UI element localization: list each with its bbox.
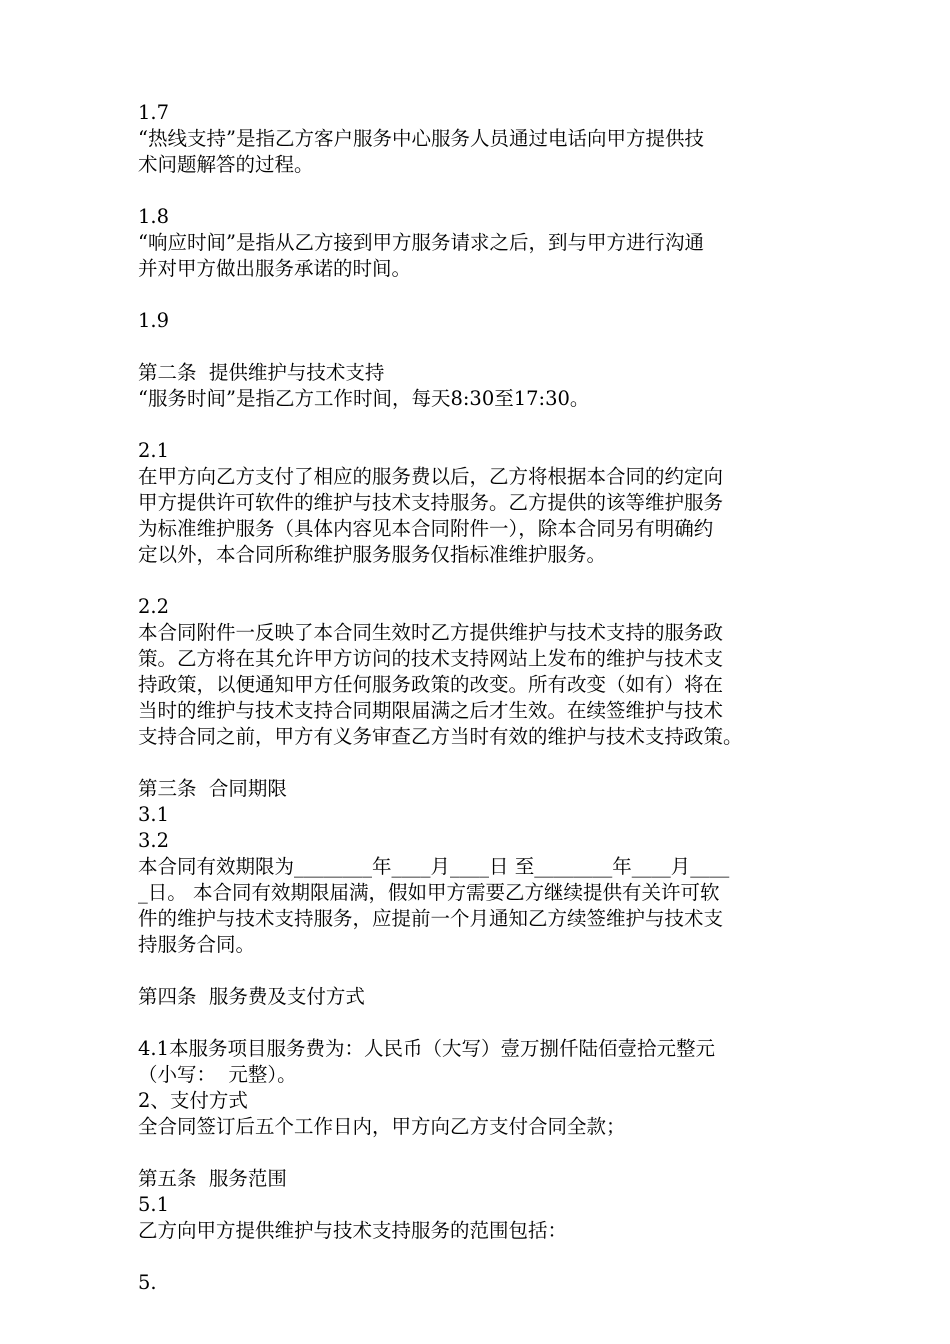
service-fee-line: 4.1本服务项目服务费为：人民币（大写）壹万捌仟陆佰壹拾元整元	[138, 1037, 716, 1060]
paragraph-line: 为标准维护服务（具体内容见本合同附件一），除本合同另有明确约	[138, 517, 714, 540]
definition-response-time-cont: 并对甲方做出服务承诺的时间。	[138, 257, 412, 280]
section-number: 1.9	[138, 309, 170, 332]
subsection-heading: 2、支付方式	[138, 1089, 248, 1112]
section-number: 2.2	[138, 595, 170, 618]
paragraph-line: _日。 本合同有效期限届满，假如甲方需要乙方继续提供有关许可软	[138, 881, 720, 904]
section-number: 3.1	[138, 803, 170, 826]
blank-line	[138, 1010, 818, 1036]
section-number: 2.1	[138, 439, 170, 462]
section-number: 5.	[138, 1271, 157, 1294]
paragraph-line: 全合同签订后五个工作日内，甲方向乙方支付合同全款；	[138, 1115, 626, 1138]
section-number: 5.1	[138, 1193, 170, 1216]
article-heading: 第五条 服务范围	[138, 1167, 287, 1190]
paragraph-line: 支持合同之前，甲方有义务审查乙方当时有效的维护与技术支持政策。	[138, 725, 743, 748]
paragraph-line: 定以外，本合同所称维护服务服务仅指标准维护服务。	[138, 543, 607, 566]
article-heading: 第四条 服务费及支付方式	[138, 985, 365, 1008]
article-heading: 第三条 合同期限	[138, 777, 287, 800]
service-fee-line: （小写： 元整）。	[138, 1063, 297, 1086]
paragraph-line: 甲方提供许可软件的维护与技术支持服务。乙方提供的该等维护服务	[138, 491, 724, 514]
definition-hotline-support-cont: 术问题解答的过程。	[138, 153, 314, 176]
paragraph-line: 件的维护与技术支持服务，应提前一个月通知乙方续签维护与技术支	[138, 907, 724, 930]
contract-document	[138, 100, 818, 1296]
paragraph-line: 持服务合同。	[138, 933, 256, 956]
section-number: 3.2	[138, 829, 170, 852]
paragraph-line: 策。乙方将在其允许甲方访问的技术支持网站上发布的维护与技术支	[138, 647, 724, 670]
definition-service-time: “服务时间”是指乙方工作时间，每天8:30至17:30。	[138, 387, 590, 410]
article-heading: 第二条 提供维护与技术支持	[138, 361, 385, 384]
paragraph-line: 在甲方向乙方支付了相应的服务费以后，乙方将根据本合同的约定向	[138, 465, 724, 488]
blank-line	[138, 1244, 818, 1270]
blank-line	[138, 334, 818, 360]
paragraph-line: 本合同附件一反映了本合同生效时乙方提供维护与技术支持的服务政	[138, 621, 724, 644]
blank-line	[138, 178, 818, 204]
definition-hotline-support: “热线支持”是指乙方客户服务中心服务人员通过电话向甲方提供技	[138, 127, 704, 150]
definition-response-time: “响应时间”是指从乙方接到甲方服务请求之后，到与甲方进行沟通	[138, 231, 704, 254]
blank-line	[138, 750, 818, 776]
section-number: 1.7	[138, 101, 170, 124]
blank-line	[138, 282, 818, 308]
blank-line	[138, 958, 818, 984]
paragraph-line: 当时的维护与技术支持合同期限届满之后才生效。在续签维护与技术	[138, 699, 724, 722]
paragraph-line: 持政策，以便通知甲方任何服务政策的改变。所有改变（如有）将在	[138, 673, 724, 696]
paragraph-line: 乙方向甲方提供维护与技术支持服务的范围包括：	[138, 1219, 568, 1242]
blank-line	[138, 412, 818, 438]
section-number: 1.8	[138, 205, 170, 228]
blank-line	[138, 568, 818, 594]
blank-line	[138, 1140, 818, 1166]
contract-term-blanks: 本合同有效期限为________年____月____日 至________年____月____	[138, 855, 730, 878]
